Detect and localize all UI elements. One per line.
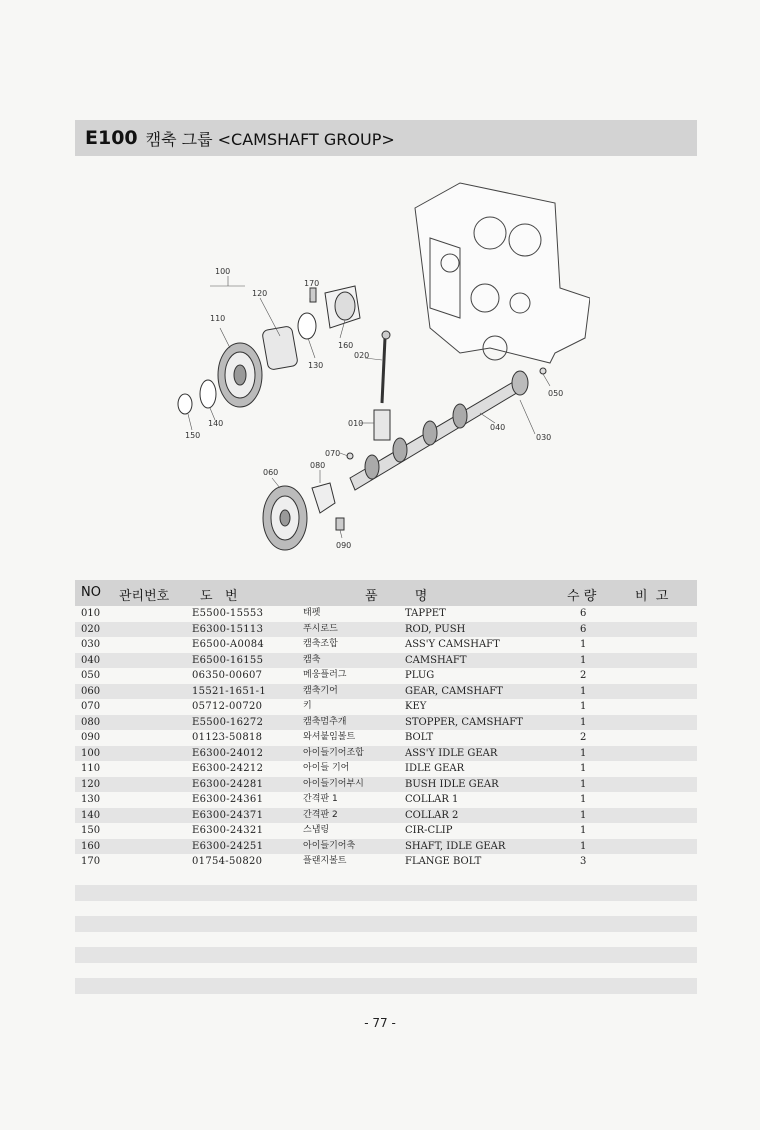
part-no: 030 bbox=[81, 639, 101, 650]
quantity: 1 bbox=[580, 794, 587, 805]
callout-110: 110 bbox=[210, 314, 226, 323]
header-part-name: 품 명 bbox=[365, 589, 428, 604]
table-row bbox=[75, 761, 697, 777]
drawing-no: E6300-24212 bbox=[192, 763, 264, 774]
empty-row bbox=[75, 885, 697, 901]
korean-name: 간격판 2 bbox=[303, 809, 338, 820]
part-no: 050 bbox=[81, 670, 101, 681]
callout-120: 120 bbox=[252, 289, 268, 298]
korean-name: 플랜지볼트 bbox=[303, 856, 347, 866]
korean-name: 캠축멈추개 bbox=[303, 716, 347, 727]
callout-020: 020 bbox=[354, 351, 370, 360]
korean-name: 메웅플러그 bbox=[303, 670, 347, 680]
english-name: SHAFT, IDLE GEAR bbox=[405, 840, 506, 852]
drawing-no: E6500-A0084 bbox=[192, 639, 265, 650]
english-name: GEAR, CAMSHAFT bbox=[405, 685, 503, 697]
callout-010: 010 bbox=[348, 419, 364, 428]
quantity: 1 bbox=[580, 685, 587, 697]
quantity: 1 bbox=[580, 747, 587, 759]
table-row bbox=[75, 839, 697, 855]
drawing-no: 01754-50820 bbox=[192, 856, 263, 867]
korean-name: 태펫 bbox=[303, 608, 321, 618]
page-number: - 77 - bbox=[364, 1016, 396, 1030]
quantity: 1 bbox=[580, 825, 587, 836]
korean-name: 간격판 1 bbox=[303, 794, 338, 804]
empty-row bbox=[75, 870, 697, 886]
drawing-no: E5500-15553 bbox=[192, 608, 264, 619]
table-row bbox=[75, 777, 697, 793]
empty-row bbox=[75, 932, 697, 948]
drawing-no: E5500-16272 bbox=[192, 716, 264, 728]
part-no: 070 bbox=[81, 701, 101, 712]
korean-name: 캠축 bbox=[303, 654, 321, 665]
callout-140: 140 bbox=[208, 419, 224, 428]
korean-name: 아이들기어조합 bbox=[303, 747, 364, 758]
table-row bbox=[75, 622, 697, 638]
quantity: 1 bbox=[580, 809, 587, 821]
english-name: BUSH IDLE GEAR bbox=[405, 778, 499, 790]
table-row bbox=[75, 808, 697, 824]
callout-050: 050 bbox=[548, 389, 564, 398]
korean-name: 아이들기어부시 bbox=[303, 778, 364, 789]
table-row bbox=[75, 746, 697, 762]
idle-gear-drawing bbox=[178, 286, 360, 414]
section-title-bar bbox=[75, 120, 697, 156]
empty-row bbox=[75, 978, 697, 994]
english-name: COLLAR 1 bbox=[405, 794, 459, 805]
part-no: 060 bbox=[81, 685, 101, 697]
quantity: 2 bbox=[580, 670, 587, 681]
part-no: 140 bbox=[81, 809, 101, 821]
callout-030: 030 bbox=[536, 433, 552, 442]
part-no: 020 bbox=[81, 623, 101, 635]
drawing-no: E6300-24281 bbox=[192, 778, 264, 790]
callout-080: 080 bbox=[310, 461, 326, 470]
table-row bbox=[75, 792, 697, 808]
callout-130: 130 bbox=[308, 361, 324, 370]
camshaft-group-illustration bbox=[160, 178, 590, 568]
empty-row bbox=[75, 901, 697, 917]
engine-block-drawing bbox=[415, 183, 590, 363]
drawing-no: E6300-24361 bbox=[192, 794, 264, 805]
quantity: 1 bbox=[580, 778, 587, 790]
drawing-no: E6300-24321 bbox=[192, 825, 264, 836]
drawing-no: 05712-00720 bbox=[192, 701, 263, 712]
table-row bbox=[75, 653, 697, 669]
part-no: 080 bbox=[81, 716, 101, 728]
english-name: IDLE GEAR bbox=[405, 763, 465, 774]
exploded-parts-diagram bbox=[160, 178, 590, 568]
header-mgmt-no: 관리번호 bbox=[119, 589, 170, 604]
callout-040: 040 bbox=[490, 423, 506, 432]
quantity: 1 bbox=[580, 701, 587, 712]
table-row bbox=[75, 715, 697, 731]
drawing-no: E6300-24012 bbox=[192, 747, 264, 759]
header-no: NO bbox=[81, 585, 101, 600]
english-name: STOPPER, CAMSHAFT bbox=[405, 716, 523, 728]
english-name: FLANGE BOLT bbox=[405, 856, 482, 867]
quantity: 1 bbox=[580, 654, 587, 666]
drawing-no: E6300-24251 bbox=[192, 840, 264, 852]
english-name: CIR-CLIP bbox=[405, 825, 453, 836]
table-header bbox=[75, 580, 697, 606]
part-no: 040 bbox=[81, 654, 101, 666]
empty-row bbox=[75, 947, 697, 963]
table-row bbox=[75, 730, 697, 746]
part-no: 170 bbox=[81, 856, 101, 867]
part-no: 110 bbox=[81, 763, 101, 774]
korean-name: 캠축기어 bbox=[303, 685, 338, 696]
empty-row bbox=[75, 916, 697, 932]
english-name: ASS'Y IDLE GEAR bbox=[405, 747, 498, 759]
quantity: 2 bbox=[580, 732, 587, 743]
drawing-no: 06350-00607 bbox=[192, 670, 263, 681]
english-name: KEY bbox=[405, 701, 427, 712]
drawing-no: E6300-15113 bbox=[192, 623, 264, 635]
table-row bbox=[75, 699, 697, 715]
table-body bbox=[75, 606, 697, 870]
quantity: 3 bbox=[580, 856, 587, 867]
table-row bbox=[75, 637, 697, 653]
english-name: TAPPET bbox=[405, 608, 446, 619]
callout-150: 150 bbox=[185, 431, 201, 440]
english-name: ASS'Y CAMSHAFT bbox=[405, 639, 500, 650]
table-row bbox=[75, 684, 697, 700]
korean-name: 푸시로드 bbox=[303, 623, 338, 634]
drawing-no: 01123-50818 bbox=[192, 732, 263, 743]
header-drawing-no: 도 번 bbox=[200, 589, 238, 604]
section-code: E100 bbox=[85, 127, 138, 149]
table-row bbox=[75, 606, 697, 622]
quantity: 1 bbox=[580, 716, 587, 728]
quantity: 1 bbox=[580, 840, 587, 852]
callout-070: 070 bbox=[325, 449, 341, 458]
parts-table bbox=[75, 580, 697, 994]
english-name: CAMSHAFT bbox=[405, 654, 467, 666]
part-no: 010 bbox=[81, 608, 101, 619]
drawing-no: 15521-1651-1 bbox=[192, 685, 266, 697]
korean-name: 스냅링 bbox=[303, 825, 330, 835]
drawing-no: E6300-24371 bbox=[192, 809, 264, 821]
korean-name: 와셔붙임볼트 bbox=[303, 732, 356, 742]
quantity: 1 bbox=[580, 763, 587, 774]
pushrod-tappet-drawing bbox=[374, 331, 390, 440]
callout-170: 170 bbox=[304, 279, 320, 288]
table-row bbox=[75, 823, 697, 839]
korean-name: 아이들 기어 bbox=[303, 763, 350, 773]
english-name: COLLAR 2 bbox=[405, 809, 459, 821]
part-no: 130 bbox=[81, 794, 101, 805]
part-no: 120 bbox=[81, 778, 101, 790]
quantity: 1 bbox=[580, 639, 587, 650]
callout-160: 160 bbox=[338, 341, 354, 350]
callout-060: 060 bbox=[263, 468, 279, 477]
callout-090: 090 bbox=[336, 541, 352, 550]
korean-name: 키 bbox=[303, 701, 312, 711]
empty-row bbox=[75, 963, 697, 979]
drawing-no: E6500-16155 bbox=[192, 654, 264, 666]
callout-100: 100 bbox=[215, 267, 231, 276]
part-no: 150 bbox=[81, 825, 101, 836]
quantity: 6 bbox=[580, 623, 587, 635]
korean-name: 캠축조합 bbox=[303, 639, 338, 649]
part-no: 090 bbox=[81, 732, 101, 743]
english-name: PLUG bbox=[405, 670, 435, 681]
table-row bbox=[75, 854, 697, 870]
header-qty: 수 량 bbox=[567, 589, 597, 604]
english-name: ROD, PUSH bbox=[405, 623, 466, 635]
quantity: 6 bbox=[580, 608, 587, 619]
section-title: 캠축 그룹 <CAMSHAFT GROUP> bbox=[145, 129, 395, 149]
english-name: BOLT bbox=[405, 732, 434, 743]
part-no: 100 bbox=[81, 747, 101, 759]
part-no: 160 bbox=[81, 840, 101, 852]
korean-name: 아이들기어축 bbox=[303, 840, 356, 851]
header-remarks: 비 고 bbox=[635, 589, 669, 604]
table-row bbox=[75, 668, 697, 684]
